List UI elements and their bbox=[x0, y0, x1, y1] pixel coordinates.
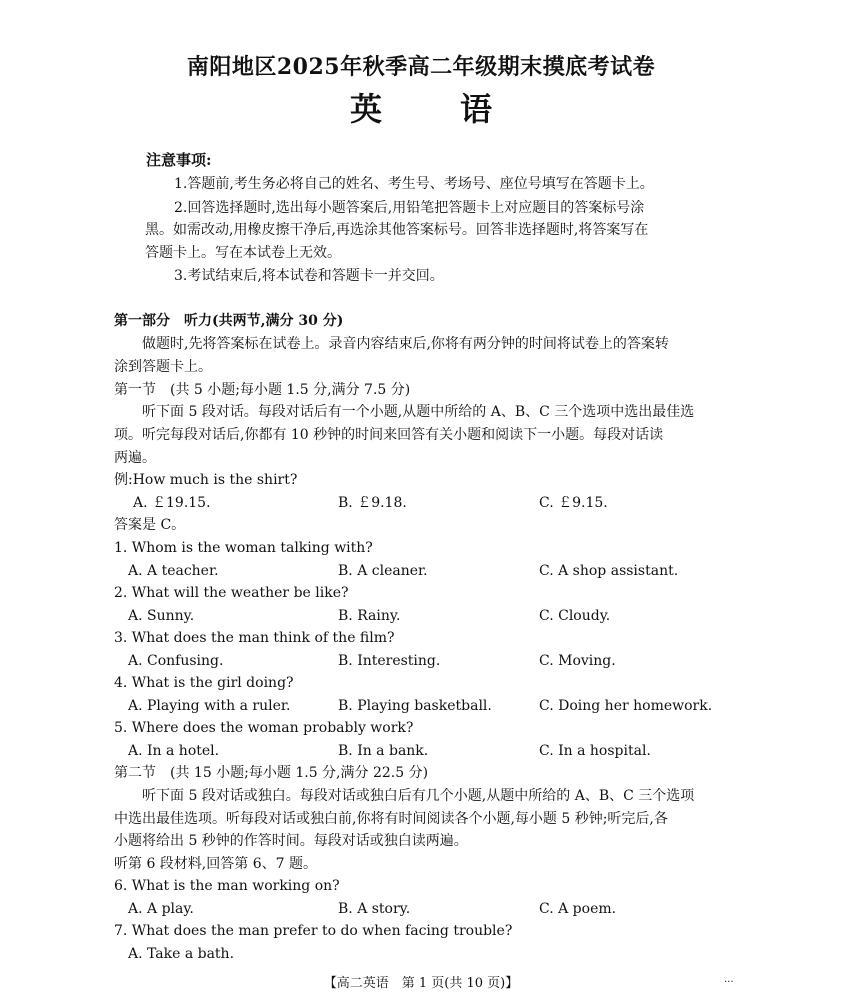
question-text: 2. What will the weather be like? bbox=[114, 585, 349, 601]
option-b: B. A cleaner. bbox=[338, 563, 428, 579]
notice-line: 1.答题前,考生务必将自己的姓名、考生号、考场号、座位号填写在答题卡上。 bbox=[174, 176, 654, 192]
question-text: 7. What does the man prefer to do when facing trouble? bbox=[114, 923, 513, 939]
example-question: 例:How much is the shirt? bbox=[114, 472, 298, 488]
option-a: A. A teacher. bbox=[128, 563, 219, 579]
section2-heading: 第二节 (共 15 小题;每小题 1.5 分,满分 22.5 分) bbox=[114, 765, 429, 781]
subject-char-1: 英 bbox=[349, 90, 382, 128]
option-c: C. A poem. bbox=[539, 901, 617, 917]
section1-intro-line: 两遍。 bbox=[114, 450, 156, 466]
example-option-a: A. ￡19.15. bbox=[133, 495, 211, 511]
option-b: B. Interesting. bbox=[338, 653, 441, 669]
exam-title: 南阳地区2025年秋季高二年级期末摸底考试卷 bbox=[186, 54, 656, 80]
option-c: C. A shop assistant. bbox=[539, 563, 679, 579]
material-note: 听第 6 段材料,回答第 6、7 题。 bbox=[114, 856, 317, 872]
part1-heading: 第一部分 听力(共两节,满分 30 分) bbox=[114, 313, 344, 329]
question-text: 6. What is the man working on? bbox=[114, 878, 340, 894]
option-c: C. In a hospital. bbox=[539, 743, 651, 759]
option-a: A. Take a bath. bbox=[128, 946, 235, 962]
example-option-c: C. ￡9.15. bbox=[539, 495, 608, 511]
footer-corner-mark: ... bbox=[724, 974, 734, 985]
notice-line: 答题卡上。写在本试卷上无效。 bbox=[145, 245, 341, 261]
notice-line: 黑。如需改动,用橡皮擦干净后,再选涂其他答案标号。回答非选择题时,将答案写在 bbox=[145, 222, 649, 238]
section2-intro-line: 听下面 5 段对话或独白。每段对话或独白后有几个小题,从题中所给的 A、B、C 三个选项 bbox=[142, 788, 695, 804]
question-text: 5. Where does the woman probably work? bbox=[114, 720, 414, 736]
subject-char-2: 语 bbox=[460, 90, 493, 128]
question-text: 4. What is the girl doing? bbox=[114, 675, 294, 691]
section1-heading: 第一节 (共 5 小题;每小题 1.5 分,满分 7.5 分) bbox=[114, 382, 411, 398]
part1-intro-line: 做题时,先将答案标在试卷上。录音内容结束后,你将有两分钟的时间将试卷上的答案转 bbox=[142, 336, 669, 352]
section2-intro-line: 小题将给出 5 秒钟的作答时间。每段对话或独白读两遍。 bbox=[114, 833, 468, 849]
section1-intro-line: 听下面 5 段对话。每段对话后有一个小题,从题中所给的 A、B、C 三个选项中选出最佳选 bbox=[142, 404, 695, 420]
option-c: C. Moving. bbox=[539, 653, 616, 669]
notice-line: 2.回答选择题时,选出每小题答案后,用铅笔把答题卡上对应题目的答案标号涂 bbox=[174, 200, 645, 216]
option-a: A. Playing with a ruler. bbox=[128, 698, 291, 714]
page-footer: 【高二英语 第 1 页(共 10 页)】 bbox=[323, 976, 519, 991]
option-a: A. Sunny. bbox=[128, 608, 195, 624]
option-b: B. A story. bbox=[338, 901, 411, 917]
section1-intro-line: 项。听完每段对话后,你都有 10 秒钟的时间来回答有关小题和阅读下一小题。每段对话读 bbox=[114, 427, 664, 443]
option-a: A. Confusing. bbox=[128, 653, 224, 669]
notice-line: 3.考试结束后,将本试卷和答题卡一并交回。 bbox=[174, 268, 444, 284]
subject-title bbox=[0, 84, 842, 130]
example-answer: 答案是 C。 bbox=[114, 517, 186, 533]
example-option-b: B. ￡9.18. bbox=[338, 495, 407, 511]
notice-heading: 注意事项: bbox=[146, 151, 212, 169]
option-b: B. Rainy. bbox=[338, 608, 401, 624]
option-a: A. A play. bbox=[128, 901, 194, 917]
question-text: 3. What does the man think of the film? bbox=[114, 630, 395, 646]
option-b: B. In a bank. bbox=[338, 743, 429, 759]
option-b: B. Playing basketball. bbox=[338, 698, 492, 714]
part1-intro-line: 涂到答题卡上。 bbox=[114, 359, 212, 375]
option-c: C. Doing her homework. bbox=[539, 698, 713, 714]
option-c: C. Cloudy. bbox=[539, 608, 611, 624]
question-text: 1. Whom is the woman talking with? bbox=[114, 540, 373, 556]
section2-intro-line: 中选出最佳选项。听每段对话或独白前,你将有时间阅读各个小题,每小题 5 秒钟;听完后,各 bbox=[114, 811, 668, 827]
option-a: A. In a hotel. bbox=[128, 743, 220, 759]
